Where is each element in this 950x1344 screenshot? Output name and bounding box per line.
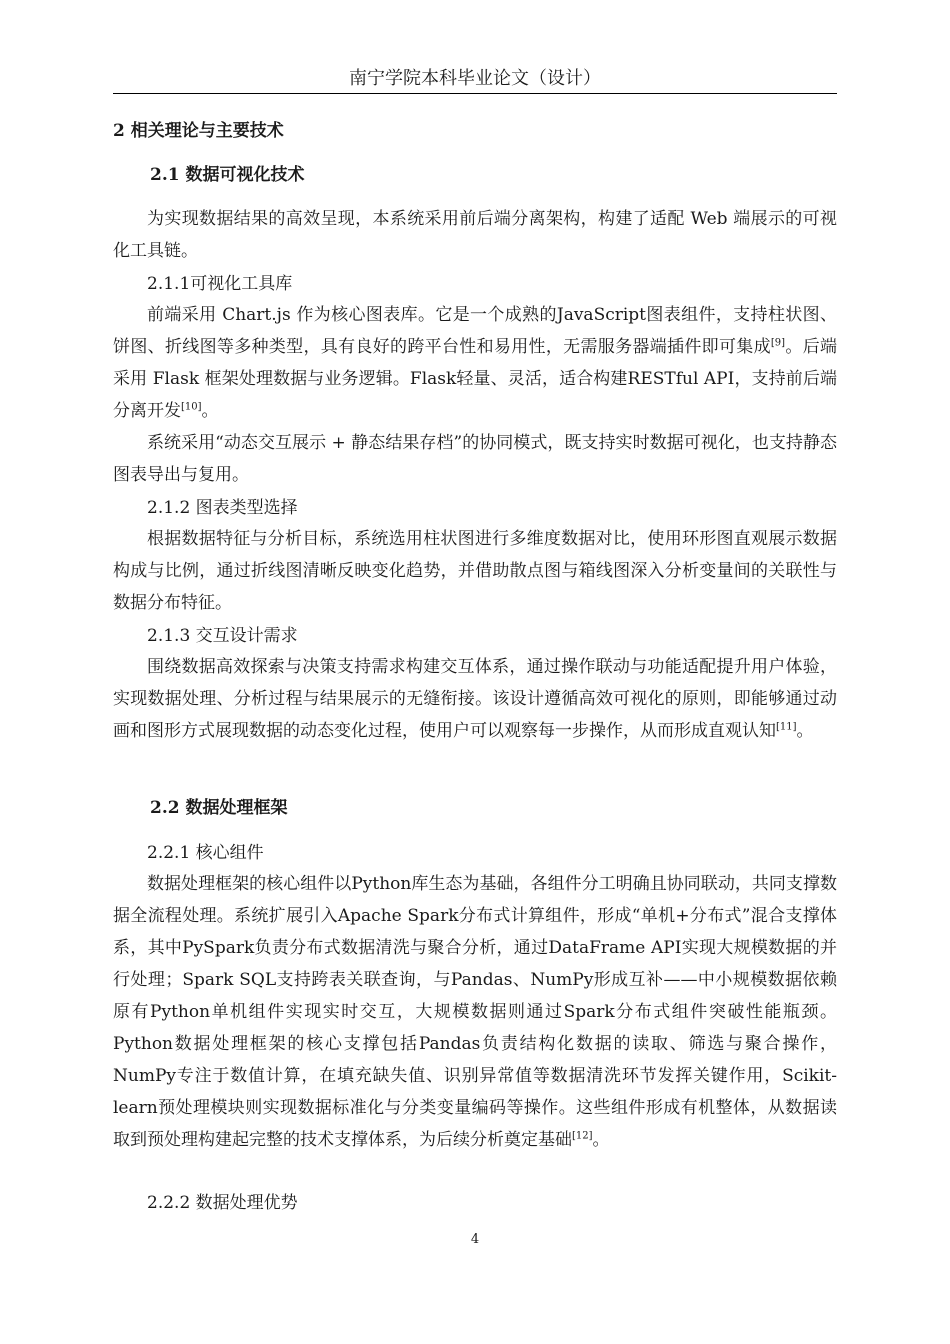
paragraph-intro: 为实现数据结果的高效呈现，本系统采用前后端分离架构，构建了适配 Web 端展示的可视化工具链。	[113, 209, 837, 261]
paragraph-interaction	[113, 651, 837, 747]
subsection-2-1-3-title: 2.1.3 交互设计需求	[147, 626, 298, 646]
section-2-1-title: 2.1 数据可视化技术	[150, 165, 305, 185]
page-number: 4	[470, 1232, 480, 1247]
paragraph-chartjs-text-c: 。	[201, 401, 219, 421]
header-rule	[113, 93, 837, 94]
citation-12: [12]	[572, 1130, 593, 1142]
paragraph-core-components-text-b: 。	[592, 1130, 610, 1150]
paragraph-core-components	[113, 868, 837, 1156]
chapter-title: 2 相关理论与主要技术	[113, 121, 284, 141]
citation-9: [9]	[770, 337, 786, 349]
citation-11: [11]	[776, 721, 797, 733]
paragraph-core-components-text-a: 数据处理框架的核心组件以Python库生态为基础，各组件分工明确且协同联动，共同支撑数据全流程处理。系统扩展引入Apache Spark分布式计算组件，形成“单机+分布式”混合支撑体系，其中PySpark负责分布式数据清洗与聚合分析，通过DataFrame API实现大规模数据的并行处理；Spark SQL支持跨表关联查询，与Pandas、NumPy形成互补——中小规模数据依赖原有Python单机组件实现实时交互，大规模数据则通过Spark分布式组件突破性能瓶颈。Python数据处理框架的核心支撑包括Pandas负责结构化数据的读取、筛选与聚合操作，NumPy专注于数值计算，在填充缺失值、识别异常值等数据清洗环节发挥关键作用，Scikit-learn预处理模块则实现数据标准化与分类变量编码等操作。这些组件形成有机整体，从数据读取到预处理构建起完整的技术支撑体系，为后续分析奠定基础	[113, 874, 837, 1150]
section-2-2-title: 2.2 数据处理框架	[150, 798, 288, 818]
paragraph-interaction-text-a: 围绕数据高效探索与决策支持需求构建交互体系，通过操作联动与功能适配提升用户体验，实现数据处理、分析过程与结果展示的无缝衔接。该设计遵循高效可视化的原则，即能够通过动画和图形方式展现数据的动态变化过程，使用户可以观察每一步操作，从而形成直观认知	[113, 657, 837, 741]
subsection-2-1-1-title: 2.1.1可视化工具库	[147, 274, 293, 294]
subsection-2-2-1-title: 2.2.1 核心组件	[147, 843, 264, 863]
paragraph-chartjs-text-b: 。后端采用 Flask 框架处理数据与业务逻辑。Flask轻量、灵活，适合构建RESTful API，支持前后端分离开发	[113, 337, 838, 421]
paragraph-chart-types: 根据数据特征与分析目标，系统选用柱状图进行多维度数据对比，使用环形图直观展示数据构成与比例，通过折线图清晰反映变化趋势，并借助散点图与箱线图深入分析变量间的关联性与数据分布特征。	[113, 529, 837, 613]
subsection-2-1-2-title: 2.1.2 图表类型选择	[147, 498, 298, 518]
subsection-2-2-2-title: 2.2.2 数据处理优势	[147, 1193, 298, 1213]
paragraph-chartjs	[113, 299, 837, 427]
citation-10: [10]	[181, 401, 202, 413]
paragraph-interaction-text-b: 。	[796, 721, 814, 741]
paragraph-collab-mode: 系统采用“动态交互展示 + 静态结果存档”的协同模式，既支持实时数据可视化，也支持静态图表导出与复用。	[113, 433, 837, 485]
paragraph-chartjs-text-a: 前端采用 Chart.js 作为核心图表库。它是一个成熟的JavaScript图表组件，支持柱状图、饼图、折线图等多种类型，具有良好的跨平台性和易用性，无需服务器端插件即可集成	[113, 305, 837, 357]
running-header: 南宁学院本科毕业论文（设计）	[349, 68, 601, 89]
